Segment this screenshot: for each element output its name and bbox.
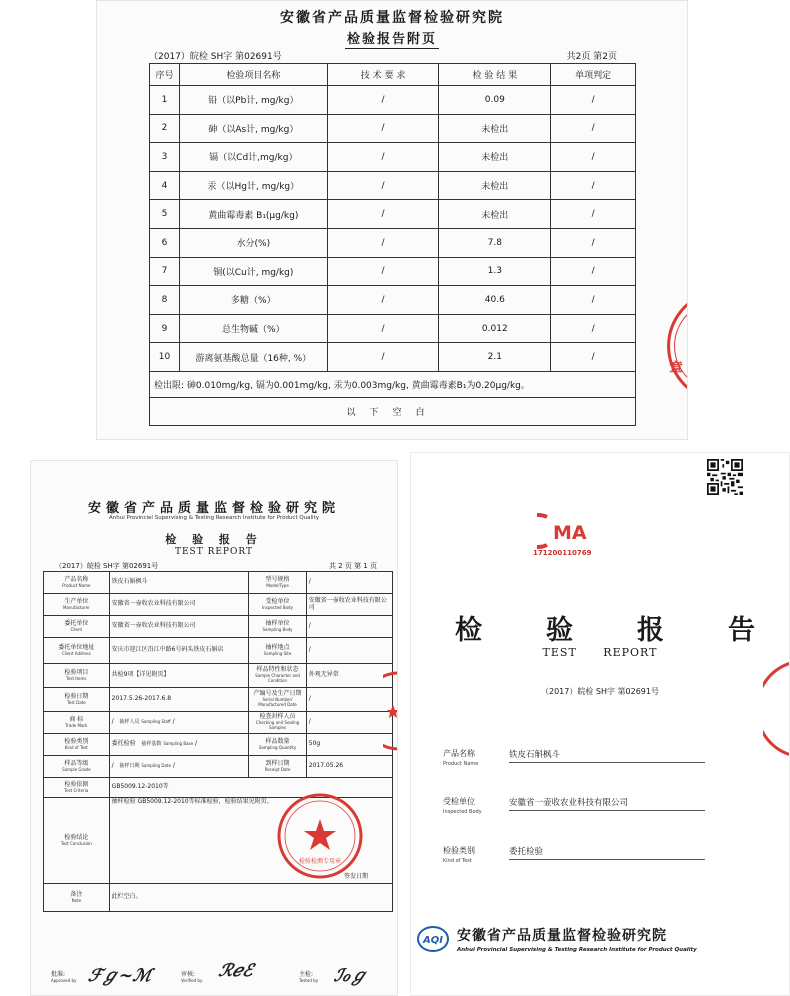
appendix-page <box>96 0 688 440</box>
table-row: 商 标 Trade Mark / 抽样人员 Sampling Staff / 检查封样人员 Checking and Sealing Samples / <box>44 712 393 734</box>
table-row: 生产单位 Manufacturer 安徽省一壶收农业科技有限公司 受检单位 Inspected Body 安徽省一壶收农业科技有限公司 <box>44 594 393 616</box>
aqi-logo <box>417 925 449 953</box>
sampling-date-value: / <box>172 762 175 770</box>
report-institute-title: 安徽省产品质量监督检验研究院 <box>87 501 340 516</box>
client-address-value: 安庆市迎江区沿江中路6号码头铁皮石斛店 <box>109 638 249 664</box>
row-result: 0.09 <box>439 86 551 115</box>
sampling-site-value: / <box>306 638 392 664</box>
cover-institute-english: Anhui Provincial Supervising & Testing Research Institute for Product Quality <box>457 947 697 953</box>
row-judgement: / <box>551 343 636 372</box>
table-row <box>150 114 636 143</box>
cover-field-kind: 检验类别 Kind of Test 委托检验 <box>443 845 743 869</box>
row-result: 1.3 <box>439 257 551 286</box>
row-requirement: / <box>327 114 439 143</box>
inspected-value: 安徽省一壶收农业科技有限公司 <box>306 594 392 616</box>
row-item: 铅（以Pb计, mg/kg） <box>179 86 327 115</box>
appendix-results-table <box>149 63 636 426</box>
row-no: 8 <box>150 286 180 315</box>
header-result: 检 验 结 果 <box>439 64 551 86</box>
row-result: 未检出 <box>439 143 551 172</box>
detection-limits-note: 检出限: 砷0.010mg/kg, 镉为0.001mg/kg, 汞为0.003mg/kg, 黄曲霉毒素B₁为0.20μg/kg。 <box>150 371 636 397</box>
appendix-subtitle: 检验报告附页 <box>346 32 437 47</box>
cover-inspected-value: 安徽省一壶收农业科技有限公司 <box>509 796 705 811</box>
client-value: 安徽省一壶收农业科技有限公司 <box>109 616 249 638</box>
row-item: 砷（以As计, mg/kg） <box>179 114 327 143</box>
row-requirement: / <box>327 257 439 286</box>
row-result: 未检出 <box>439 114 551 143</box>
sampler-value: / <box>306 616 392 638</box>
cover-field-inspected: 受检单位 Inspected Body 安徽省一壶收农业科技有限公司 <box>443 796 743 820</box>
table-row <box>150 200 636 229</box>
table-row <box>150 86 636 115</box>
report-page-count: 共 2 页 第 1 页 <box>328 562 377 570</box>
row-requirement: / <box>327 314 439 343</box>
header-no: 序号 <box>150 64 180 86</box>
serial-value: / <box>306 688 392 712</box>
received-date-value: 2017.05.26 <box>306 756 392 778</box>
table-row: 检验结论 Test Conclusion 抽样检验 GB5009.12-2010等标准检验，检验结果见附页。 签发日期 <box>44 798 393 884</box>
model-value: / <box>306 572 392 594</box>
cover-product-value: 铁皮石斛枫斗 <box>509 748 705 763</box>
row-result: 2.1 <box>439 343 551 372</box>
product-name-value: 铁皮石斛枫斗 <box>109 572 249 594</box>
header-item: 检验项目名称 <box>179 64 327 86</box>
tester-signature: ℐℴℊ <box>332 966 370 986</box>
row-requirement: / <box>327 86 439 115</box>
row-no: 5 <box>150 200 180 229</box>
sample-base-value: / <box>195 740 198 748</box>
cover-page <box>410 452 790 996</box>
row-no: 4 <box>150 171 180 200</box>
row-no: 10 <box>150 343 180 372</box>
cma-logo <box>537 511 593 551</box>
row-result: 未检出 <box>439 200 551 229</box>
row-no: 9 <box>150 314 180 343</box>
row-item: 铜(以Cu计, mg/kg) <box>179 257 327 286</box>
appendix-report-number: （2017）皖检 SH字 第02691号 <box>149 52 282 62</box>
row-no: 7 <box>150 257 180 286</box>
seal-char: 章 <box>669 361 683 377</box>
cover-institute: 安徽省产品质量监督检验研究院 <box>457 928 667 944</box>
qr-code[interactable] <box>707 459 743 495</box>
cover-title: 检 验 报 告 <box>455 615 755 646</box>
row-judgement: / <box>551 86 636 115</box>
row-item: 镉（以Cd计,mg/kg） <box>179 143 327 172</box>
table-row: 委托单位 Client 安徽省一壶收农业科技有限公司 抽样单位 Sampling Body / <box>44 616 393 638</box>
row-judgement: / <box>551 114 636 143</box>
cover-field-product: 产品名称 Product Name 铁皮石斛枫斗 <box>443 748 743 772</box>
row-requirement: / <box>327 343 439 372</box>
issue-date-label: 签发日期 <box>343 873 368 881</box>
test-date-value: 2017.5.26-2017.6.8 <box>109 688 249 712</box>
report-info-table <box>43 571 393 912</box>
table-row <box>150 143 636 172</box>
table-row: 检验项目 Test Items 共检9项【详见附页】 样品特性和状态 Sample Character and Condition 外观无异常 <box>44 664 393 688</box>
sampling-staff-value: / <box>172 718 175 726</box>
row-requirement: / <box>327 171 439 200</box>
producer-value: 安徽省一壶收农业科技有限公司 <box>109 594 249 616</box>
row-requirement: / <box>327 143 439 172</box>
row-requirement: / <box>327 286 439 315</box>
row-result: 7.8 <box>439 228 551 257</box>
cover-edge-seal <box>763 659 790 759</box>
report-number: （2017）皖检 SH字 第02691号 <box>55 562 159 570</box>
row-judgement: / <box>551 257 636 286</box>
row-no: 3 <box>150 143 180 172</box>
table-row: 委托单位地址 Client Address 安庆市迎江区沿江中路6号码头铁皮石斛店 抽样地点 Sampling Site / <box>44 638 393 664</box>
header-requirement: 技 术 要 求 <box>327 64 439 86</box>
row-result: 0.012 <box>439 314 551 343</box>
row-item: 水分(%) <box>179 228 327 257</box>
cma-code: 171200110769 <box>533 549 592 557</box>
table-row: 产品名称 Product Name 铁皮石斛枫斗 型号规格 Model/Type / <box>44 572 393 594</box>
blank-below-note: 以下空白 <box>150 397 636 425</box>
table-row <box>150 314 636 343</box>
cover-kind-value: 委托检验 <box>509 845 705 860</box>
test-kind-value: 委托检验 <box>111 740 136 748</box>
svg-text:AQI: AQI <box>423 935 443 946</box>
inspection-seal <box>645 291 688 401</box>
row-item: 多糖（%） <box>179 286 327 315</box>
test-items-value: 共检9项【详见附页】 <box>109 664 249 688</box>
appendix-institute-title: 安徽省产品质量监督检验研究院 <box>280 10 504 26</box>
report-title-english: TEST REPORT <box>174 547 253 557</box>
table-row: 检验日期 Test Date 2017.5.26-2017.6.8 产编号及生产日期 Serial Number/ Manufactured Date / <box>44 688 393 712</box>
table-row <box>150 257 636 286</box>
row-no: 2 <box>150 114 180 143</box>
row-item: 黄曲霉毒素 B₁(μg/kg) <box>179 200 327 229</box>
row-item: 游离氨基酸总量（16种, %） <box>179 343 327 372</box>
sample-qty-value: 50g <box>306 734 392 756</box>
row-judgement: / <box>551 143 636 172</box>
appendix-page-count: 共2页 第2页 <box>566 52 617 62</box>
table-row <box>150 171 636 200</box>
table-row <box>150 228 636 257</box>
row-no: 1 <box>150 86 180 115</box>
table-row: 检验类别 Kind of Test 委托检验 抽样基数 Sampling Base / 样品数量 Sampling Quantity 50g <box>44 734 393 756</box>
table-row <box>150 343 636 372</box>
criteria-value: GB5009.12-2010等 <box>109 778 392 798</box>
report-page <box>30 460 398 996</box>
table-header-row <box>150 64 636 86</box>
row-item: 汞（以Hg计, mg/kg） <box>179 171 327 200</box>
row-judgement: / <box>551 228 636 257</box>
grade-value: / <box>111 762 114 770</box>
approver-signature: ℱℊ~ℳ <box>86 966 154 986</box>
signature-row: 批准: Approved by ℱℊ~ℳ 审核: Verified by ℛℯℰ 主检: Tested by ℐℴℊ <box>51 961 370 986</box>
cover-footer <box>417 923 757 963</box>
table-row <box>150 286 636 315</box>
svg-text:MA: MA <box>553 522 587 544</box>
row-requirement: / <box>327 200 439 229</box>
checking-staff-value: / <box>306 712 392 734</box>
row-result: 未检出 <box>439 171 551 200</box>
report-institute-english: Anhui Provinciel Supervising & Testing Research Institute for Product Quality <box>109 515 319 521</box>
row-result: 40.6 <box>439 286 551 315</box>
row-judgement: / <box>551 314 636 343</box>
row-judgement: / <box>551 200 636 229</box>
row-judgement: / <box>551 286 636 315</box>
header-judgement: 单项判定 <box>551 64 636 86</box>
table-row: 备注 Note 此栏空白。 <box>44 884 393 912</box>
row-item: 总生物碱（%） <box>179 314 327 343</box>
sample-state-value: 外观无异常 <box>306 664 392 688</box>
table-row: 样品等级 Sample Grade / 抽样日期 Sampling Date / 到样日期 Receipt Date 2017.05.26 <box>44 756 393 778</box>
cover-title-english: TEST REPORT <box>542 646 658 659</box>
reviewer-signature: ℛℯℰ <box>216 961 256 981</box>
table-row: 检验依据 Test Criteria GB5009.12-2010等 <box>44 778 393 798</box>
remarks-value: 此栏空白。 <box>109 884 392 912</box>
seal-subtitle: 检验检测专用章 <box>298 858 342 865</box>
row-no: 6 <box>150 228 180 257</box>
row-requirement: / <box>327 228 439 257</box>
cover-report-number: （2017）皖检 SH字 第02691号 <box>541 687 659 696</box>
trademark-value: / <box>111 718 114 726</box>
report-title: 检 验 报 告 <box>165 533 263 546</box>
conclusion-value: 抽样检验 GB5009.12-2010等标准检验，检验结果见附页。 <box>111 798 273 805</box>
row-judgement: / <box>551 171 636 200</box>
